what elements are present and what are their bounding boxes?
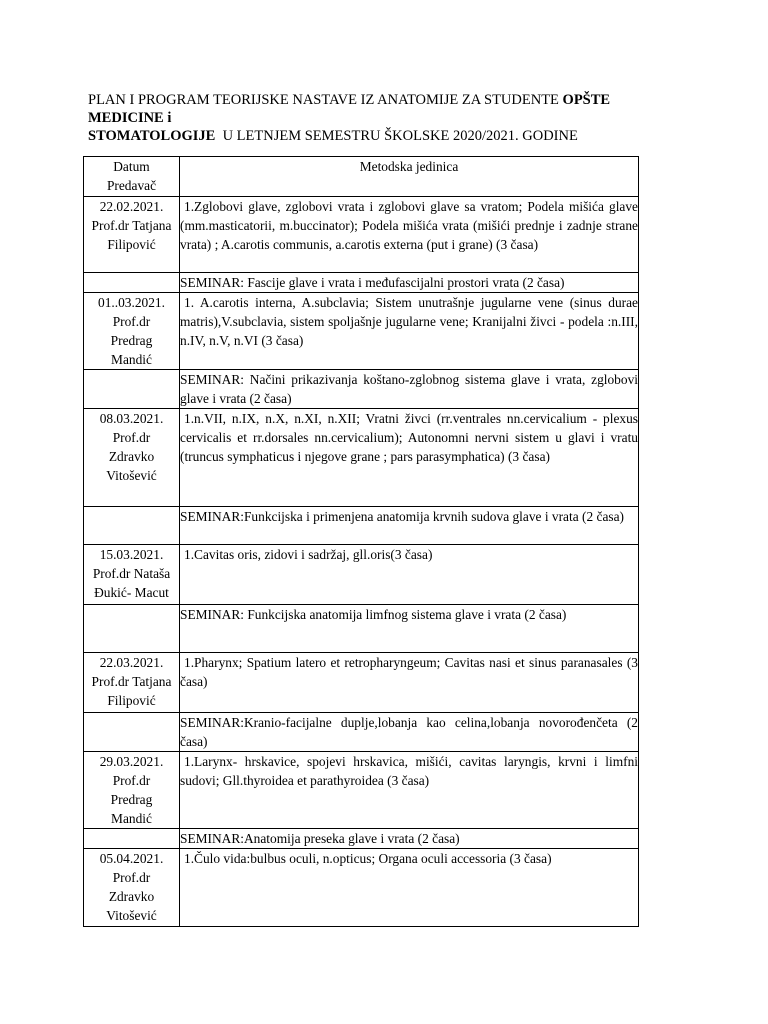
date-cell	[84, 752, 180, 829]
seminar-topic: SEMINAR:Anatomija preseka glave i vrata (2 časa)	[180, 829, 639, 849]
date-cell	[84, 545, 180, 605]
lecturer-name-line: Filipović	[107, 693, 156, 708]
heading-bold-part1: OPŠTE MEDICINE i	[88, 92, 611, 126]
heading-text-part2: U LETNJEM SEMESTRU ŠKOLSKE 2020/2021. GODINE	[215, 128, 578, 144]
lecture-date: 01..03.2021.	[98, 295, 165, 310]
seminar-row	[84, 273, 639, 293]
seminar-row	[84, 507, 639, 545]
table-row	[84, 293, 639, 370]
lecturer-name-line: Prof.dr Tatjana	[91, 674, 172, 689]
empty-cell	[84, 273, 180, 293]
lecture-topic: 1.Čulo vida:bulbus oculi, n.opticus; Organa oculi accessoria (3 časa)	[180, 849, 639, 927]
empty-cell	[84, 605, 180, 653]
lecturer-name-line: Mandić	[111, 811, 152, 826]
table-row	[84, 849, 639, 927]
table-row	[84, 653, 639, 713]
date-header: Datum	[113, 159, 150, 174]
lecturer-name-line: Zdravko	[108, 449, 155, 464]
seminar-row	[84, 713, 639, 752]
schedule-table	[83, 156, 639, 927]
table-header-row	[84, 157, 639, 197]
lecturer-name-line: Zdravko	[108, 889, 155, 904]
lecture-topic: 1.n.VII, n.IX, n.X, n.XI, n.XII; Vratni živci (rr.ventrales nn.cervicalium - plexus cervicalis et rr.dorsales nn.cervicalium); Autonomni nervni sistem u glavi i vratu (truncus symphaticus i njegove grane ; pars parasymphatica) (3 časa)	[180, 409, 639, 507]
lecture-topic: 1.Cavitas oris, zidovi i sadržaj, gll.oris(3 časa)	[180, 545, 639, 605]
lecturer-name-line: Prof.dr	[112, 870, 151, 885]
lecture-date: 22.03.2021.	[99, 655, 164, 670]
lecture-topic: 1.Zglobovi glave, zglobovi vrata i zglobovi glave sa vratom; Podela mišića glave (mm.masticatorii, m.buccinator); Podela mišića vrata (mišići prednje i zadnje strane vrata) ; A.carotis communis, a.carotis externa (put i grane) (3 časa)	[180, 197, 639, 273]
heading-text-part1: PLAN I PROGRAM TEORIJSKE NASTAVE IZ ANATOMIJE ZA STUDENTE	[88, 92, 563, 108]
empty-cell	[84, 370, 180, 409]
lecture-date: 22.02.2021.	[99, 199, 164, 214]
date-cell	[84, 653, 180, 713]
lecturer-name-line: Prof.dr	[112, 430, 151, 445]
lecturer-name-line: Vitošević	[106, 908, 157, 923]
lecturer-name-line: Filipović	[107, 237, 156, 252]
empty-cell	[84, 829, 180, 849]
empty-cell	[84, 713, 180, 752]
table-row	[84, 545, 639, 605]
seminar-topic: SEMINAR: Funkcijska anatomija limfnog sistema glave i vrata (2 časa)	[180, 605, 639, 653]
lecture-topic: 1. A.carotis interna, A.subclavia; Sistem unutrašnje jugularne vene (sinus durae matris),V.subclavia, sistem spoljašnje jugularne vene; Kranijalni živci - podela :n.III, n.IV, n.V, n.VI (3 časa)	[180, 293, 639, 370]
lecture-date: 08.03.2021.	[99, 411, 164, 426]
lecturer-name-line: Prof.dr Nataša	[92, 566, 171, 581]
table-row	[84, 409, 639, 507]
lecturer-header: Predavač	[106, 178, 157, 193]
lecturer-name-line: Prof.dr Tatjana	[91, 218, 172, 233]
heading-bold-part2: STOMATOLOGIJE	[88, 128, 216, 144]
seminar-row	[84, 370, 639, 409]
lecture-topic: 1.Pharynx; Spatium latero et retropharyngeum; Cavitas nasi et sinus paranasales (3 časa)	[180, 653, 639, 713]
lecturer-name-line: Đukić- Macut	[94, 585, 169, 600]
lecturer-name-line: Prof.dr	[112, 773, 151, 788]
seminar-topic: SEMINAR:Funkcijska i primenjena anatomija krvnih sudova glave i vrata (2 časa)	[180, 507, 639, 545]
seminar-topic: SEMINAR: Načini prikazivanja koštano-zglobnog sistema glave i vrata, zglobovi glave i vrata (2 časa)	[180, 370, 639, 409]
table-row	[84, 752, 639, 829]
topic-header: Metodska jedinica	[180, 157, 639, 197]
empty-cell	[84, 507, 180, 545]
lecturer-name-line: Vitošević	[106, 468, 157, 483]
seminar-row	[84, 605, 639, 653]
lecture-topic: 1.Larynx- hrskavice, spojevi hrskavica, mišići, cavitas laryngis, krvni i limfni sudovi; Gll.thyroidea et parathyroidea (3 časa)	[180, 752, 639, 829]
document-heading	[88, 91, 688, 145]
seminar-topic: SEMINAR:Kranio-facijalne duplje,lobanja kao celina,lobanja novorođenčeta (2 časa)	[180, 713, 639, 752]
date-cell	[84, 293, 180, 370]
lecturer-name-line: Predrag	[110, 792, 153, 807]
seminar-topic: SEMINAR: Fascije glave i vrata i međufascijalni prostori vrata (2 časa)	[180, 273, 639, 293]
lecturer-name-line: Prof.dr	[112, 314, 151, 329]
date-cell	[84, 849, 180, 927]
lecture-date: 15.03.2021.	[99, 547, 164, 562]
lecture-date: 29.03.2021.	[99, 754, 164, 769]
date-cell	[84, 197, 180, 273]
table-row	[84, 197, 639, 273]
seminar-row	[84, 829, 639, 849]
lecturer-name-line: Mandić	[111, 352, 152, 367]
lecture-date: 05.04.2021.	[99, 851, 164, 866]
date-lecturer-header	[84, 157, 180, 197]
date-cell	[84, 409, 180, 507]
lecturer-name-line: Predrag	[110, 333, 153, 348]
